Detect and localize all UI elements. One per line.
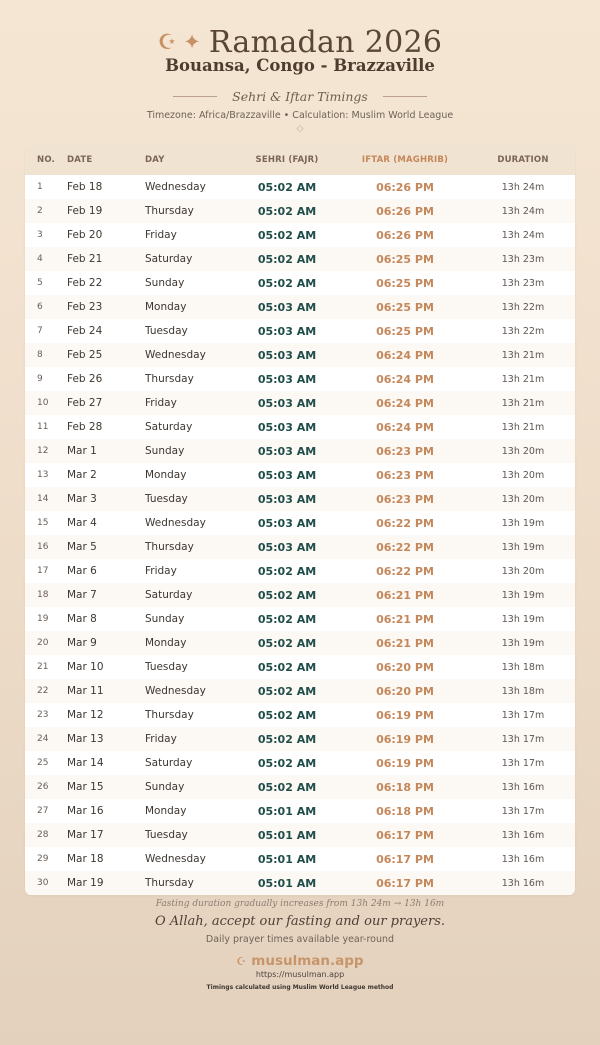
row-date: Mar 7	[67, 589, 97, 601]
row-duration: 13h 16m	[501, 853, 545, 865]
row-sehri-time: 05:02 AM	[257, 564, 317, 578]
row-day: Wednesday	[145, 853, 206, 865]
row-duration: 13h 19m	[501, 589, 545, 601]
row-no: 7	[37, 326, 43, 336]
table-row	[25, 511, 575, 535]
row-no: 30	[37, 878, 49, 888]
row-no: 24	[37, 734, 49, 744]
table-row	[25, 607, 575, 631]
row-no: 13	[37, 470, 49, 480]
row-iftar-time: 06:25 PM	[376, 324, 434, 338]
row-no: 16	[37, 542, 49, 552]
row-duration: 13h 24m	[501, 205, 545, 217]
row-iftar-time: 06:17 PM	[376, 876, 434, 890]
row-duration: 13h 21m	[501, 373, 545, 385]
row-no: 10	[37, 398, 49, 408]
row-iftar-time: 06:19 PM	[376, 732, 434, 746]
table-row	[25, 727, 575, 751]
row-date: Mar 14	[67, 757, 104, 769]
row-no: 15	[37, 518, 49, 528]
row-sehri-time: 05:02 AM	[257, 612, 317, 626]
row-iftar-time: 06:20 PM	[376, 660, 434, 674]
row-duration: 13h 22m	[501, 325, 545, 337]
row-duration: 13h 18m	[501, 661, 545, 673]
row-day: Thursday	[145, 205, 194, 217]
row-date: Feb 22	[67, 277, 103, 289]
row-no: 26	[37, 782, 49, 792]
row-duration: 13h 18m	[501, 685, 545, 697]
row-date: Feb 20	[67, 229, 103, 241]
table-row	[25, 847, 575, 871]
row-day: Saturday	[145, 253, 193, 265]
row-duration: 13h 19m	[501, 637, 545, 649]
table-row	[25, 799, 575, 823]
row-sehri-time: 05:02 AM	[257, 204, 317, 218]
row-day: Thursday	[145, 877, 194, 889]
row-iftar-time: 06:24 PM	[376, 420, 434, 434]
row-date: Mar 18	[67, 853, 104, 865]
row-no: 17	[37, 566, 49, 576]
row-day: Tuesday	[145, 325, 188, 337]
table-row	[25, 655, 575, 679]
row-iftar-time: 06:17 PM	[376, 852, 434, 866]
title-row	[0, 26, 600, 58]
table-row	[25, 391, 575, 415]
row-sehri-time: 05:02 AM	[257, 588, 317, 602]
row-no: 6	[37, 302, 43, 312]
row-day: Monday	[145, 469, 187, 481]
location-subtitle: Bouansa, Congo - Brazzaville	[165, 56, 435, 75]
row-no: 12	[37, 446, 49, 456]
row-date: Mar 1	[67, 445, 97, 457]
row-no: 1	[37, 182, 43, 192]
row-day: Monday	[145, 637, 187, 649]
row-duration: 13h 24m	[501, 229, 545, 241]
table-row	[25, 535, 575, 559]
row-date: Mar 10	[67, 661, 104, 673]
row-day: Thursday	[145, 373, 194, 385]
row-no: 11	[37, 422, 49, 432]
table-row	[25, 439, 575, 463]
row-no: 8	[37, 350, 43, 360]
row-no: 2	[37, 206, 43, 216]
row-duration: 13h 20m	[501, 445, 545, 457]
row-duration: 13h 22m	[501, 301, 545, 313]
footer	[0, 899, 600, 991]
row-date: Mar 12	[67, 709, 104, 721]
row-sehri-time: 05:03 AM	[257, 444, 317, 458]
row-date: Feb 24	[67, 325, 103, 337]
row-iftar-time: 06:23 PM	[376, 468, 434, 482]
table-row	[25, 223, 575, 247]
row-sehri-time: 05:02 AM	[257, 684, 317, 698]
row-day: Monday	[145, 301, 187, 313]
row-sehri-time: 05:02 AM	[257, 636, 317, 650]
row-day: Sunday	[145, 445, 185, 457]
column-iftar: IFTAR (MAGHRIB)	[361, 155, 449, 165]
row-day: Sunday	[145, 613, 185, 625]
row-day: Wednesday	[145, 517, 206, 529]
row-date: Mar 11	[67, 685, 104, 697]
row-duration: 13h 17m	[501, 757, 545, 769]
dua-text: O Allah, accept our fasting and our prayers.	[154, 914, 446, 929]
brand-name: musulman.app	[251, 953, 364, 969]
diamond-ornament-icon: ◇	[296, 124, 304, 134]
row-date: Mar 2	[67, 469, 97, 481]
table-row	[25, 823, 575, 847]
row-duration: 13h 16m	[501, 781, 545, 793]
column-sehri: SEHRI (FAJR)	[255, 155, 319, 165]
table-row	[25, 871, 575, 895]
row-iftar-time: 06:26 PM	[376, 228, 434, 242]
row-no: 18	[37, 590, 49, 600]
row-date: Mar 15	[67, 781, 104, 793]
crescent-star-icon: ☪ ✦	[157, 30, 201, 54]
table-row	[25, 199, 575, 223]
row-sehri-time: 05:03 AM	[257, 396, 317, 410]
row-day: Monday	[145, 805, 187, 817]
row-no: 5	[37, 278, 43, 288]
row-sehri-time: 05:01 AM	[257, 804, 317, 818]
row-day: Wednesday	[145, 685, 206, 697]
row-day: Friday	[145, 229, 177, 241]
row-date: Feb 18	[67, 181, 103, 193]
row-sehri-time: 05:03 AM	[257, 420, 317, 434]
row-iftar-time: 06:26 PM	[376, 180, 434, 194]
row-date: Mar 16	[67, 805, 104, 817]
crescent-icon: ☪	[236, 954, 247, 968]
row-duration: 13h 17m	[501, 805, 545, 817]
row-iftar-time: 06:24 PM	[376, 372, 434, 386]
row-no: 3	[37, 230, 43, 240]
timings-label: Sehri & Iftar Timings	[232, 89, 368, 104]
row-day: Saturday	[145, 589, 193, 601]
row-iftar-time: 06:21 PM	[376, 612, 434, 626]
row-sehri-time: 05:02 AM	[257, 276, 317, 290]
row-day: Tuesday	[145, 829, 188, 841]
row-no: 19	[37, 614, 49, 624]
table-header	[25, 145, 575, 175]
row-iftar-time: 06:20 PM	[376, 684, 434, 698]
row-sehri-time: 05:01 AM	[257, 828, 317, 842]
row-duration: 13h 21m	[501, 397, 545, 409]
row-date: Mar 4	[67, 517, 97, 529]
row-sehri-time: 05:02 AM	[257, 756, 317, 770]
row-no: 27	[37, 806, 49, 816]
row-iftar-time: 06:23 PM	[376, 444, 434, 458]
divider-right	[383, 96, 427, 97]
table-row	[25, 463, 575, 487]
row-iftar-time: 06:21 PM	[376, 636, 434, 650]
row-no: 22	[37, 686, 49, 696]
table-row	[25, 487, 575, 511]
timezone-meta: Timezone: Africa/Brazzaville • Calculation: Muslim World League	[146, 110, 454, 121]
row-date: Mar 9	[67, 637, 97, 649]
table-row	[25, 271, 575, 295]
row-day: Sunday	[145, 781, 185, 793]
row-iftar-time: 06:22 PM	[376, 540, 434, 554]
row-iftar-time: 06:24 PM	[376, 348, 434, 362]
row-iftar-time: 06:24 PM	[376, 396, 434, 410]
row-day: Saturday	[145, 421, 193, 433]
row-duration: 13h 17m	[501, 709, 545, 721]
table-row	[25, 175, 575, 199]
row-sehri-time: 05:02 AM	[257, 732, 317, 746]
row-date: Feb 25	[67, 349, 103, 361]
row-iftar-time: 06:18 PM	[376, 804, 434, 818]
row-day: Thursday	[145, 709, 194, 721]
row-date: Feb 27	[67, 397, 103, 409]
row-sehri-time: 05:01 AM	[257, 852, 317, 866]
page-title: Ramadan 2026	[208, 24, 443, 60]
row-sehri-time: 05:01 AM	[257, 876, 317, 890]
row-iftar-time: 06:23 PM	[376, 492, 434, 506]
row-date: Mar 6	[67, 565, 97, 577]
row-duration: 13h 20m	[501, 493, 545, 505]
brand-link[interactable]	[0, 953, 600, 969]
row-no: 14	[37, 494, 49, 504]
divider-left	[173, 96, 217, 97]
table-row	[25, 247, 575, 271]
timings-heading	[0, 89, 600, 104]
row-no: 4	[37, 254, 43, 264]
row-duration: 13h 24m	[501, 181, 545, 193]
row-sehri-time: 05:03 AM	[257, 348, 317, 362]
row-day: Friday	[145, 733, 177, 745]
row-day: Tuesday	[145, 661, 188, 673]
row-day: Wednesday	[145, 181, 206, 193]
row-no: 23	[37, 710, 49, 720]
row-no: 29	[37, 854, 49, 864]
row-date: Mar 5	[67, 541, 97, 553]
row-date: Feb 28	[67, 421, 103, 433]
table-row	[25, 343, 575, 367]
row-day: Friday	[145, 397, 177, 409]
row-duration: 13h 20m	[501, 565, 545, 577]
row-day: Tuesday	[145, 493, 188, 505]
table-row	[25, 775, 575, 799]
row-iftar-time: 06:17 PM	[376, 828, 434, 842]
row-sehri-time: 05:02 AM	[257, 660, 317, 674]
row-no: 9	[37, 374, 43, 384]
row-day: Wednesday	[145, 349, 206, 361]
row-duration: 13h 23m	[501, 253, 545, 265]
table-row	[25, 319, 575, 343]
table-row	[25, 583, 575, 607]
row-duration: 13h 21m	[501, 349, 545, 361]
row-sehri-time: 05:02 AM	[257, 180, 317, 194]
row-sehri-time: 05:02 AM	[257, 252, 317, 266]
column-date: DATE	[67, 155, 93, 165]
row-iftar-time: 06:22 PM	[376, 564, 434, 578]
table-row	[25, 703, 575, 727]
row-duration: 13h 19m	[501, 517, 545, 529]
row-no: 20	[37, 638, 49, 648]
daily-note: Daily prayer times available year-round	[205, 934, 395, 945]
row-day: Sunday	[145, 277, 185, 289]
row-duration: 13h 23m	[501, 277, 545, 289]
row-sehri-time: 05:02 AM	[257, 708, 317, 722]
table-row	[25, 559, 575, 583]
table-row	[25, 367, 575, 391]
duration-note: Fasting duration gradually increases from 13h 24m → 13h 16m	[155, 899, 445, 909]
timings-table	[25, 145, 575, 895]
table-row	[25, 415, 575, 439]
row-day: Saturday	[145, 757, 193, 769]
row-date: Feb 23	[67, 301, 103, 313]
row-iftar-time: 06:21 PM	[376, 588, 434, 602]
row-iftar-time: 06:25 PM	[376, 252, 434, 266]
row-sehri-time: 05:03 AM	[257, 540, 317, 554]
row-no: 25	[37, 758, 49, 768]
row-iftar-time: 06:18 PM	[376, 780, 434, 794]
header	[0, 0, 600, 134]
table-row	[25, 679, 575, 703]
row-sehri-time: 05:03 AM	[257, 372, 317, 386]
row-date: Mar 8	[67, 613, 97, 625]
calculation-note: Timings calculated using Muslim World League method	[206, 984, 394, 991]
table-body	[25, 175, 575, 895]
table-row	[25, 295, 575, 319]
row-duration: 13h 17m	[501, 733, 545, 745]
table-row	[25, 751, 575, 775]
brand-url[interactable]: https://musulman.app	[255, 970, 345, 979]
row-duration: 13h 21m	[501, 421, 545, 433]
column-day: DAY	[145, 155, 165, 165]
row-date: Mar 13	[67, 733, 104, 745]
row-day: Thursday	[145, 541, 194, 553]
column-no: NO.	[37, 155, 55, 165]
row-sehri-time: 05:03 AM	[257, 324, 317, 338]
row-iftar-time: 06:22 PM	[376, 516, 434, 530]
row-no: 28	[37, 830, 49, 840]
row-day: Friday	[145, 565, 177, 577]
row-iftar-time: 06:25 PM	[376, 276, 434, 290]
column-duration: DURATION	[497, 155, 549, 165]
row-iftar-time: 06:25 PM	[376, 300, 434, 314]
row-sehri-time: 05:02 AM	[257, 780, 317, 794]
row-date: Feb 19	[67, 205, 103, 217]
row-sehri-time: 05:02 AM	[257, 228, 317, 242]
row-duration: 13h 20m	[501, 469, 545, 481]
row-duration: 13h 16m	[501, 877, 545, 889]
table-row	[25, 631, 575, 655]
row-date: Mar 17	[67, 829, 104, 841]
row-sehri-time: 05:03 AM	[257, 468, 317, 482]
row-date: Feb 26	[67, 373, 103, 385]
row-sehri-time: 05:03 AM	[257, 300, 317, 314]
row-date: Feb 21	[67, 253, 103, 265]
row-duration: 13h 19m	[501, 541, 545, 553]
row-iftar-time: 06:19 PM	[376, 756, 434, 770]
row-duration: 13h 19m	[501, 613, 545, 625]
row-sehri-time: 05:03 AM	[257, 492, 317, 506]
row-iftar-time: 06:26 PM	[376, 204, 434, 218]
row-duration: 13h 16m	[501, 829, 545, 841]
row-date: Mar 19	[67, 877, 104, 889]
row-iftar-time: 06:19 PM	[376, 708, 434, 722]
row-date: Mar 3	[67, 493, 97, 505]
row-sehri-time: 05:03 AM	[257, 516, 317, 530]
row-no: 21	[37, 662, 49, 672]
